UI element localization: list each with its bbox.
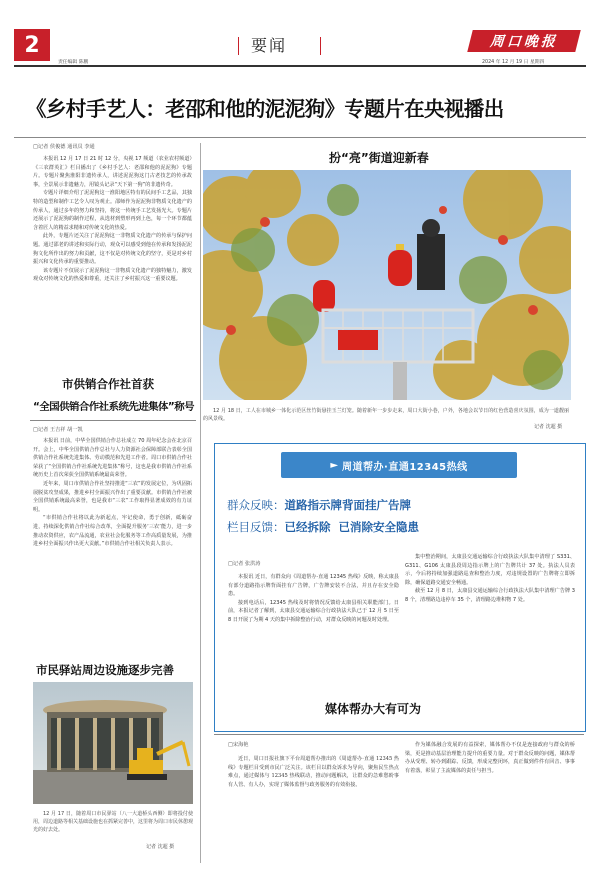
section-title: 要闻: [251, 36, 288, 55]
lead-rule: [14, 137, 586, 138]
hotline-heading-1: [227, 497, 411, 513]
lead-body: [33, 155, 192, 284]
hotline-paragraph: 接到电话后，12345 热线及时将情况反馈给太康县相关职能部门。日前，本报记者了解到，太康县交通运输综合行政执法大队已于 12 月 5 日至 8 日开展了为期 4 天的集中拆除整治行动，对群众反映的问题及时处理。: [228, 599, 399, 623]
media-headline: 媒体帮办大有可为: [325, 702, 422, 716]
megaphone-icon: ►: [330, 459, 339, 471]
coop-rule: [30, 420, 196, 421]
lead-paragraph: 专题片详细介绍了泥泥狗这一淮阳地区特有的民间手工艺品，其独特的造型和制作工艺令人叹为观止。邵师作为泥泥狗非物质文化遗产的传承人，通过多年的努力和坚持，将这一传统手工艺发扬光大。专题片还展示了泥泥狗的制作过程，从选材到塑形再到上色，每一个环节都蕴含着匠人的精益求精和对传统文化的热爱。: [33, 190, 192, 231]
hotline-byline: □记者 张洪涛: [228, 561, 261, 567]
coop-paragraph: 近年来，周口市供销合作社坚持推进“三农”的发展定位，为巩固拓展脱贫攻坚成果，推进乡村全面振兴作出了重要贡献。市供销合作社被全国供销系统最高荣誉，也是我市“三农”工作取得显著成效的有力证明。: [33, 480, 192, 513]
street-photo: [203, 170, 571, 400]
media-col-1: 近日，周口日报社旗下平台周道帮办推出的《周道帮办·直通 12345 热线》专题栏目受到市民广泛关注。该栏目以群众诉求为导向，聚焦民生热点难点，通过媒体与 12345 热线联动，推动问题解决，让群众的急难愁盼事有人管、有人办，实现了媒体监督与政务服务的有效衔接。: [228, 756, 399, 788]
coop-headline-1: 市供销合作社首获: [62, 377, 154, 391]
lead-paragraph: 此外，专题片还关注了泥泥狗这一非物质文化遗产的传承与保护问题。通过邵老的讲述和实际行动，观众可以感受到他在传承和发扬泥泥狗文化所作出的努力和贡献，这不仅是对传统文化的坚守，更是对乡村振兴和文化传承的重要推动。: [33, 233, 192, 266]
media-col-2: 作为媒体融合发展的有益探索，媒体帮办不仅是连接政府与群众的桥梁，更是推动基层治理能力提升的重要力量。对于群众反映的问题，媒体帮办从受理、转办到跟踪、反馈，形成完整闭环，真正做到件件有回音、事事有着落，彰显了主流媒体的责任与担当。: [405, 742, 575, 774]
station-caption: 12 月 17 日，随着周口市民驿站（八一大道桥头西侧）即将投付使用，周边道路等相关基础设施也在抓紧完善中，这里将为周口市民休憩观光的好去处。: [33, 811, 194, 833]
coop-body: [33, 437, 192, 549]
hotline-paragraph: 截至 12 月 8 日，太康县交通运输综合行政执法大队集中清理广告牌 38 个，清理路边违停车 35 个，清理路边堆积物 7 处。: [405, 588, 575, 603]
hotline-heading-2: [227, 519, 419, 535]
editor-credit: 责任编辑 陈鹏: [58, 60, 89, 65]
hotline-paragraph: 本报讯 近日，有群众向《周道帮办·直通 12345 热线》反映，称太康县有部分道路指示牌背面挂有广告牌，广告牌安装不合法，并且存在安全隐患。: [228, 574, 399, 598]
lead-headline: 《乡村手艺人：老邵和他的泥泥狗》专题片在央视播出: [26, 97, 504, 121]
section-divider-left: [238, 37, 239, 55]
page-number-box: [14, 29, 50, 61]
newspaper-logo: [467, 30, 580, 52]
hotline-col-2: [405, 553, 575, 605]
page-number: 2: [24, 32, 40, 58]
coop-paragraph: 本报讯 日前，中华全国供销合作总社成立 70 周年纪念会在北京召开。会上，中华全国供销合作总社与人力资源社会保障部联合表彰全国供销合作社系统先进集体、劳动模范和先进工作者。周口市供销合作社荣获了“全国供销合作社系统先进集体”称号，这也是我市供销合作社系统历史上首次荣获全国供销系统最高荣誉。: [33, 438, 192, 479]
coop-byline: □记者 王吉祥 胡一凯: [33, 427, 83, 433]
logo-text: 周口晚报: [489, 34, 559, 50]
header-rule: [14, 65, 586, 67]
station-photo: [33, 682, 193, 804]
column-divider: [200, 143, 201, 863]
hotline-heading-2-label: 栏目反馈：: [227, 520, 285, 534]
hotline-paragraph: 集中整治期间，太康县交通运输综合行政执法大队集中清理了 S331、G311、G106 太康县段周边指示牌上的广告牌共计 37 处。执法人员表示，今后将持续加强道路巡查和整治力度，对违规设置的广告牌将立即拆除，确保道路交通安全畅通。: [405, 554, 575, 586]
hotline-col-1: [228, 573, 399, 625]
hotline-heading-2-text: 已经拆除 已消除安全隐患: [284, 520, 420, 534]
station-credit: 记者 沈超 摄: [146, 844, 175, 850]
lead-paragraph: 该专题片不仅展示了泥泥狗这一非物质文化遗产的独特魅力，激发观众对传统文化的热爱和尊重，还关注了乡村振兴这一重要议题。: [33, 267, 192, 283]
street-headline: 扮“亮”街道迎新春: [329, 151, 429, 165]
hotline-heading-1-text: 道路指示牌背面挂广告牌: [284, 498, 411, 512]
hotline-banner: [281, 452, 517, 478]
media-rule: [214, 734, 584, 735]
station-photo-art: [33, 682, 193, 804]
lead-paragraph: 本报讯 12 月 17 日 21 时 12 分，央视 17 频道（农业农村频道）《三农群英汇》栏目播出了《乡村手艺人：老邵和他的泥泥狗》专题片。专题片聚焦淮阳非遗传承人，讲述泥泥狗这门古老技艺的传承故事，全景展示非遗魅力，用镜头记录“天下第一狗”的非遗传奇。: [33, 156, 192, 188]
hotline-heading-1-label: 群众反映：: [227, 498, 285, 512]
hotline-banner-text: 周道帮办·直通12345热线: [342, 461, 468, 473]
station-headline: 市民驿站周边设施逐步完善: [36, 663, 174, 677]
section-divider-right: [320, 37, 321, 55]
coop-headline-2: “全国供销合作社系统先进集体”称号: [33, 401, 195, 413]
coop-paragraph: “市供销合作社将以此为新起点，牢记使命，勇于创新，砥砺奋进，持续深化供销合作社综合改革，全面提升服务‘三农’能力，进一步推动农资供应，农产品流通，农业社会化服务等工作高质量发展，为推进乡村全面振兴作出更大贡献。”市供销合作社相关负责人表示。: [33, 515, 192, 548]
media-byline: □宋海艳: [228, 742, 249, 748]
street-caption: 12 月 18 日，工人在市城乡一体化示范区丝竹街悬挂玉兰灯笼。随着新年一步步走来，周口大街小巷，户外，各地会以节日的红色营造喜庆氛围，成为一道靓丽的风景线。: [203, 408, 569, 422]
issue-date: 2024 年 12 月 19 日 星期四: [482, 60, 545, 65]
street-credit: 记者 沈超 摄: [534, 424, 563, 430]
lead-byline: □记者 侯俊德 通讯员 李通: [33, 144, 95, 150]
street-photo-art: [203, 170, 571, 400]
